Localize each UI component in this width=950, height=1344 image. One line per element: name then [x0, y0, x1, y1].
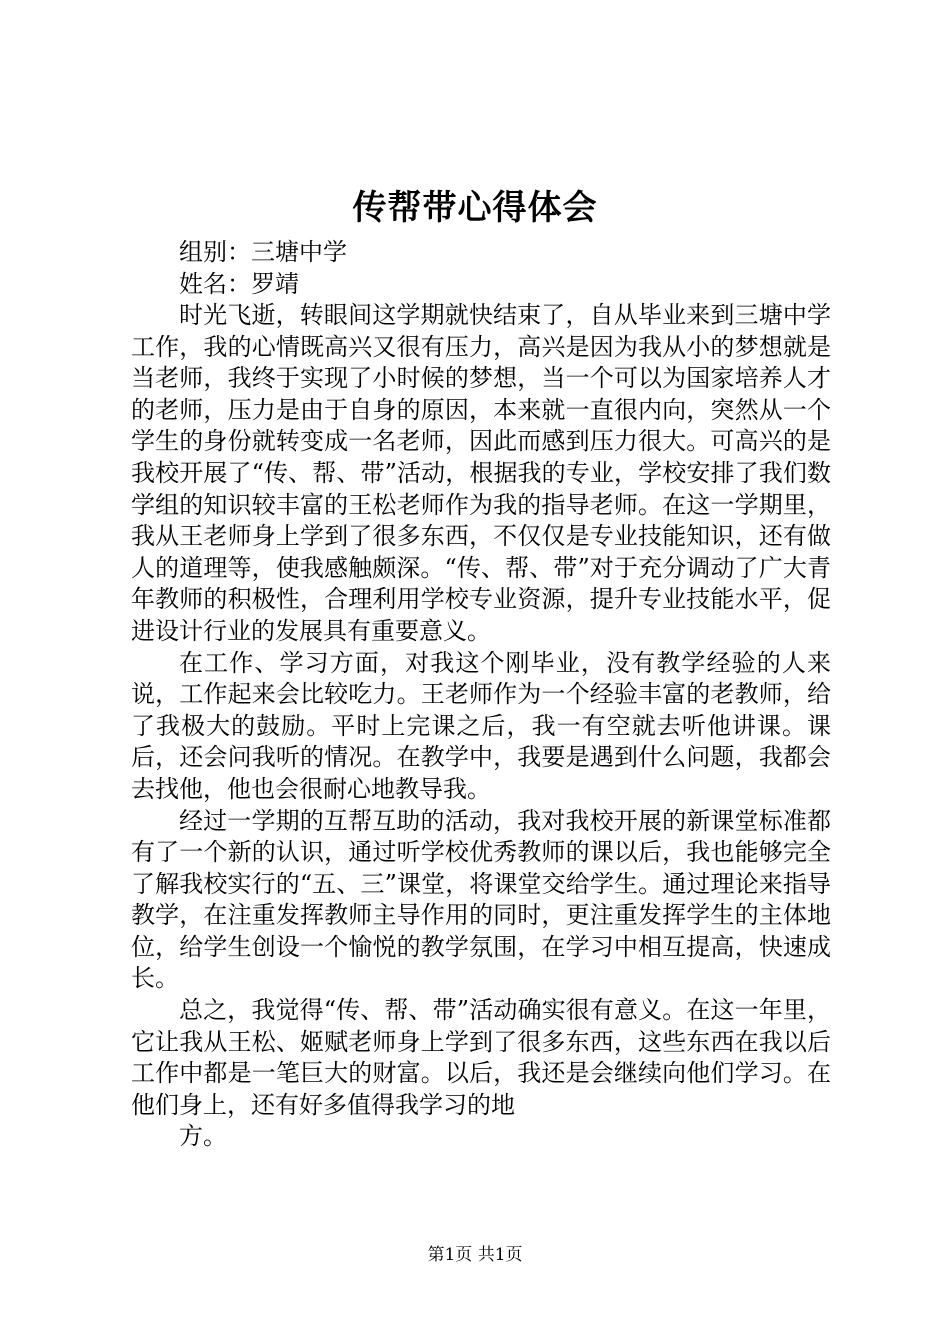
group-line: 组别：三塘中学: [179, 238, 347, 266]
paragraph: 经过一学期的互帮互助的活动，我对我校开展的新课堂标准都有了一个新的认识，通过听学校优秀教师的课以后，我也能够完全了解我校实行的“五、三”课堂，将课堂交给学生。通过理论来指导教学，在注重发挥教师主导作用的同时，更注重发挥学生的主体地位，给学生创设一个愉悦的教学氛围，在学习中相互提高，快速成长。: [131, 806, 831, 993]
document-body: [131, 300, 831, 1153]
paragraph: 方。: [179, 1122, 227, 1151]
paragraph: 在工作、学习方面，对我这个刚毕业，没有教学经验的人来说，工作起来会比较吃力。王老师作为一个经验丰富的老教师，给了我极大的鼓励。平时上完课之后，我一有空就去听他讲课。课后，还会问我听的情况。在教学中，我要是遇到什么问题，我都会去找他，他也会很耐心地教导我。: [131, 648, 831, 803]
document-title: 传帮带心得体会: [352, 188, 598, 228]
page-footer: 第1页 共1页: [427, 1245, 523, 1265]
paragraph: 时光飞逝，转眼间这学期就快结束了，自从毕业来到三塘中学工作，我的心情既高兴又很有压力，高兴是因为我从小的梦想就是当老师，我终于实现了小时候的梦想，当一个可以为国家培养人才的老师，压力是由于自身的原因，本来就一直很内向，突然从一个学生的身份就转变成一名老师，因此而感到压力很大。可高兴的是我校开展了“传、帮、带”活动，根据我的专业，学校安排了我们数学组的知识较丰富的王松老师作为我的指导老师。在这一学期里，我从王老师身上学到了很多东西，不仅仅是专业技能知识，还有做人的道理等，使我感触颇深。“传、帮、带”对于充分调动了广大青年教师的积极性，合理利用学校专业资源，提升专业技能水平，促进设计行业的发展具有重要意义。: [131, 301, 831, 645]
name-line: 姓名：罗靖: [179, 270, 299, 298]
paragraph: 总之，我觉得“传、帮、带”活动确实很有意义。在这一年里，它让我从王松、姬赋老师身上学到了很多东西，这些东西在我以后工作中都是一笔巨大的财富。以后，我还是会继续向他们学习。在他们身上，还有好多值得我学习的地: [131, 996, 831, 1119]
